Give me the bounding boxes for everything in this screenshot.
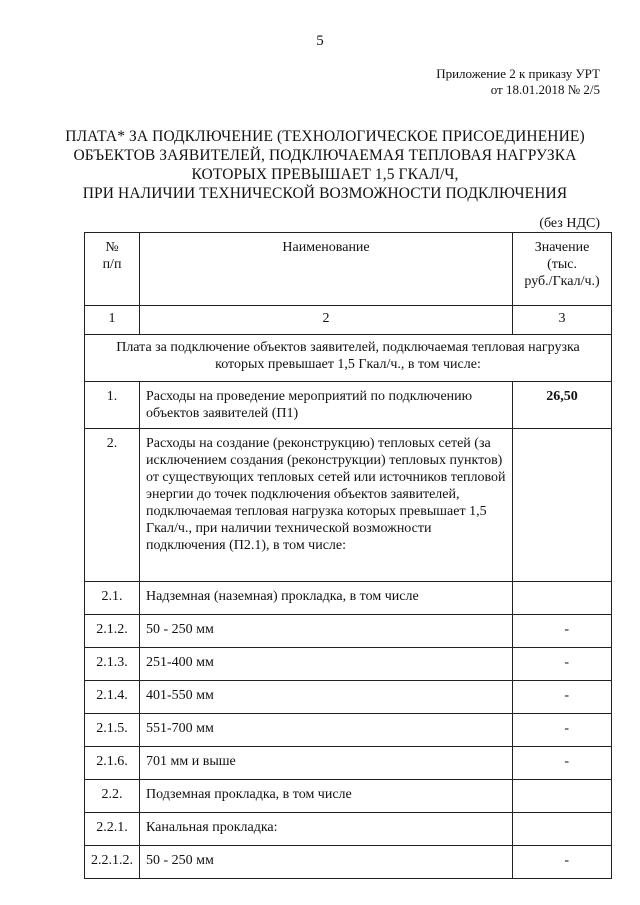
- column-number-3: 3: [513, 306, 612, 335]
- row-value: -: [513, 747, 612, 780]
- page-number: 5: [316, 33, 324, 49]
- row-value: 26,50: [513, 382, 612, 429]
- row-name: 551-700 мм: [140, 714, 513, 747]
- unit-note: (без НДС): [539, 216, 600, 231]
- title-line-4: ПРИ НАЛИЧИИ ТЕХНИЧЕСКОЙ ВОЗМОЖНОСТИ ПОДКЛЮЧЕНИЯ: [82, 185, 568, 202]
- row-name: 401-550 мм: [140, 681, 513, 714]
- row-number: 2.2.1.: [85, 813, 140, 846]
- column-number-1: 1: [85, 306, 140, 335]
- header-number: [85, 233, 140, 306]
- section-row: [85, 335, 612, 382]
- row-name: Надземная (наземная) прокладка, в том числе: [140, 582, 513, 615]
- column-number-2: 2: [140, 306, 513, 335]
- section-heading-line-2: которых превышает 1,5 Гкал/ч., в том числе:: [215, 357, 481, 372]
- row-value: [513, 582, 612, 615]
- header-value-line-2: (тыс.: [547, 257, 577, 272]
- appendix-line-1: Приложение 2 к приказу УРТ: [436, 66, 600, 81]
- appendix-line-2: от 18.01.2018 № 2/5: [490, 82, 600, 97]
- row-value: -: [513, 714, 612, 747]
- table-row: [85, 780, 612, 813]
- row-number: 2.1.2.: [85, 615, 140, 648]
- table-row: [85, 615, 612, 648]
- table-row: [85, 429, 612, 582]
- row-value: -: [513, 846, 612, 879]
- section-heading-line-1: Плата за подключение объектов заявителей, подключаемая тепловая нагрузка: [116, 340, 580, 355]
- title-line-3: КОТОРЫХ ПРЕВЫШАЕТ 1,5 ГКАЛ/Ч,: [191, 166, 459, 183]
- table-header-row: [85, 233, 612, 306]
- header-number-line-2: п/п: [102, 257, 122, 272]
- row-name: Подземная прокладка, в том числе: [140, 780, 513, 813]
- row-number: 1.: [85, 382, 140, 429]
- row-name: Канальная прокладка:: [140, 813, 513, 846]
- row-number: 2.2.1.2.: [85, 846, 140, 879]
- row-name: 50 - 250 мм: [140, 846, 513, 879]
- header-value-line-1: Значение: [534, 240, 590, 255]
- table-row: [85, 382, 612, 429]
- row-value: -: [513, 681, 612, 714]
- header-value-line-3: руб./Гкал/ч.): [524, 274, 600, 289]
- row-name: Расходы на создание (реконструкцию) тепловых сетей (за исключением создания (реконструкции) тепловых пунктов) от существующих тепловых сетей или источников тепловой энергии до точек подключения объектов заявителей, подключаемая тепловая нагрузка которых превышает 1,5 Гкал/ч., при наличии технической возможности подключения (П2.1), в том числе:: [140, 429, 513, 582]
- table-row: [85, 714, 612, 747]
- column-number-row: [85, 306, 612, 335]
- table-row: [85, 582, 612, 615]
- document-title: [60, 127, 590, 203]
- table-row: [85, 681, 612, 714]
- row-name: 50 - 250 мм: [140, 615, 513, 648]
- row-value: [513, 780, 612, 813]
- section-heading: [85, 335, 612, 382]
- row-number: 2.1.5.: [85, 714, 140, 747]
- row-value: -: [513, 648, 612, 681]
- table-row: [85, 846, 612, 879]
- row-number: 2.1.: [85, 582, 140, 615]
- tariff-table: [84, 232, 612, 879]
- table-row: [85, 747, 612, 780]
- row-number: 2.: [85, 429, 140, 582]
- row-value: [513, 429, 612, 582]
- row-name: 701 мм и выше: [140, 747, 513, 780]
- appendix-reference: [436, 66, 600, 98]
- row-name: Расходы на проведение мероприятий по подключению объектов заявителей (П1): [140, 382, 513, 429]
- table-row: [85, 813, 612, 846]
- row-value: [513, 813, 612, 846]
- title-line-2: ОБЪЕКТОВ ЗАЯВИТЕЛЕЙ, ПОДКЛЮЧАЕМАЯ ТЕПЛОВАЯ НАГРУЗКА: [73, 147, 577, 164]
- header-number-line-1: №: [105, 240, 119, 255]
- row-value: -: [513, 615, 612, 648]
- header-name: Наименование: [140, 233, 513, 306]
- row-name: 251-400 мм: [140, 648, 513, 681]
- title-line-1: ПЛАТА* ЗА ПОДКЛЮЧЕНИЕ (ТЕХНОЛОГИЧЕСКОЕ ПРИСОЕДИНЕНИЕ): [65, 128, 585, 145]
- header-value: [513, 233, 612, 306]
- row-number: 2.2.: [85, 780, 140, 813]
- table-row: [85, 648, 612, 681]
- row-number: 2.1.3.: [85, 648, 140, 681]
- row-number: 2.1.6.: [85, 747, 140, 780]
- row-number: 2.1.4.: [85, 681, 140, 714]
